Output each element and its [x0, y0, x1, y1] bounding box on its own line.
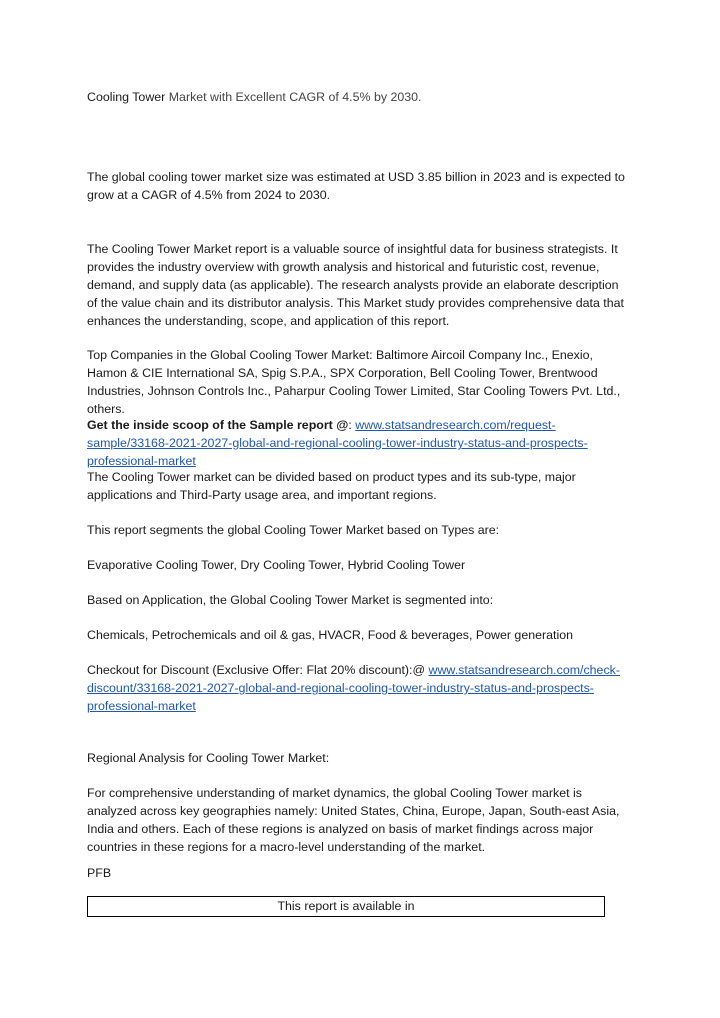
availability-text: This report is available in: [277, 899, 415, 913]
discount-paragraph: [87, 661, 627, 715]
sample-separator: :: [348, 418, 356, 432]
top-companies-paragraph: Top Companies in the Global Cooling Tower Market: Baltimore Aircoil Company Inc., Enexio, Hamon & CIE International SA, Spig S.P.A., SPX Corporation, Bell Cooling Tower, Brentwood Industries, Johnson Controls Inc., Paharpur Cooling Tower Limited, Star Cooling Towers Pvt. Ltd., others.: [87, 348, 621, 416]
regional-body-paragraph: For comprehensive understanding of market dynamics, the global Cooling Tower market is analyzed across key geographies namely: United States, China, Europe, Japan, South-east Asia, India and others. Each of these regions is analyzed on basis of market findings across major countries in these regions for a macro-level understanding of the market.: [87, 786, 620, 854]
sample-report-link[interactable]: www.statsandresearch.com/request-sample/33168-2021-2027-global-and-regional-cooling-tower-industry-status-and-prospects-professional-market: [87, 418, 588, 468]
pfb-label: PFB: [87, 866, 112, 880]
title-lead: Cooling Tower: [87, 90, 166, 104]
sample-report-label: Get the inside scoop of the Sample report @: [87, 418, 349, 432]
regional-heading: Regional Analysis for Cooling Tower Market:: [87, 751, 330, 765]
availability-box: [87, 896, 605, 917]
market-division-paragraph: The Cooling Tower market can be divided based on product types and its sub-type, major applications and Third-Party usage area, and important regions.: [87, 470, 576, 502]
intro-paragraph: The global cooling tower market size was estimated at USD 3.85 billion in 2023 and is expected to grow at a CAGR of 4.5% from 2024 to 2030.: [87, 170, 625, 202]
sample-report-paragraph: [87, 416, 627, 470]
types-intro-paragraph: This report segments the global Cooling Tower Market based on Types are:: [87, 523, 500, 537]
application-intro-paragraph: Based on Application, the Global Cooling Tower Market is segmented into:: [87, 593, 494, 607]
discount-link[interactable]: www.statsandresearch.com/check-discount/33168-2021-2027-global-and-regional-cooling-tower-industry-status-and-prospects-professional-market: [87, 663, 620, 713]
application-list-paragraph: Chemicals, Petrochemicals and oil & gas, HVACR, Food & beverages, Power generation: [87, 628, 573, 642]
page-title: [87, 88, 627, 106]
title-rest: Market with Excellent CAGR of 4.5% by 2030.: [165, 90, 422, 104]
report-description-paragraph: The Cooling Tower Market report is a valuable source of insightful data for business strategists. It provides the industry overview with growth analysis and historical and futuristic cost, revenue, demand, and supply data (as applicable). The research analysts provide an elaborate description of the value chain and its distributor analysis. This Market study provides comprehensive data that enhances the understanding, scope, and application of this report.: [87, 242, 624, 328]
types-list-paragraph: Evaporative Cooling Tower, Dry Cooling Tower, Hybrid Cooling Tower: [87, 558, 466, 572]
discount-label: Checkout for Discount (Exclusive Offer: Flat 20% discount):@: [87, 663, 429, 677]
